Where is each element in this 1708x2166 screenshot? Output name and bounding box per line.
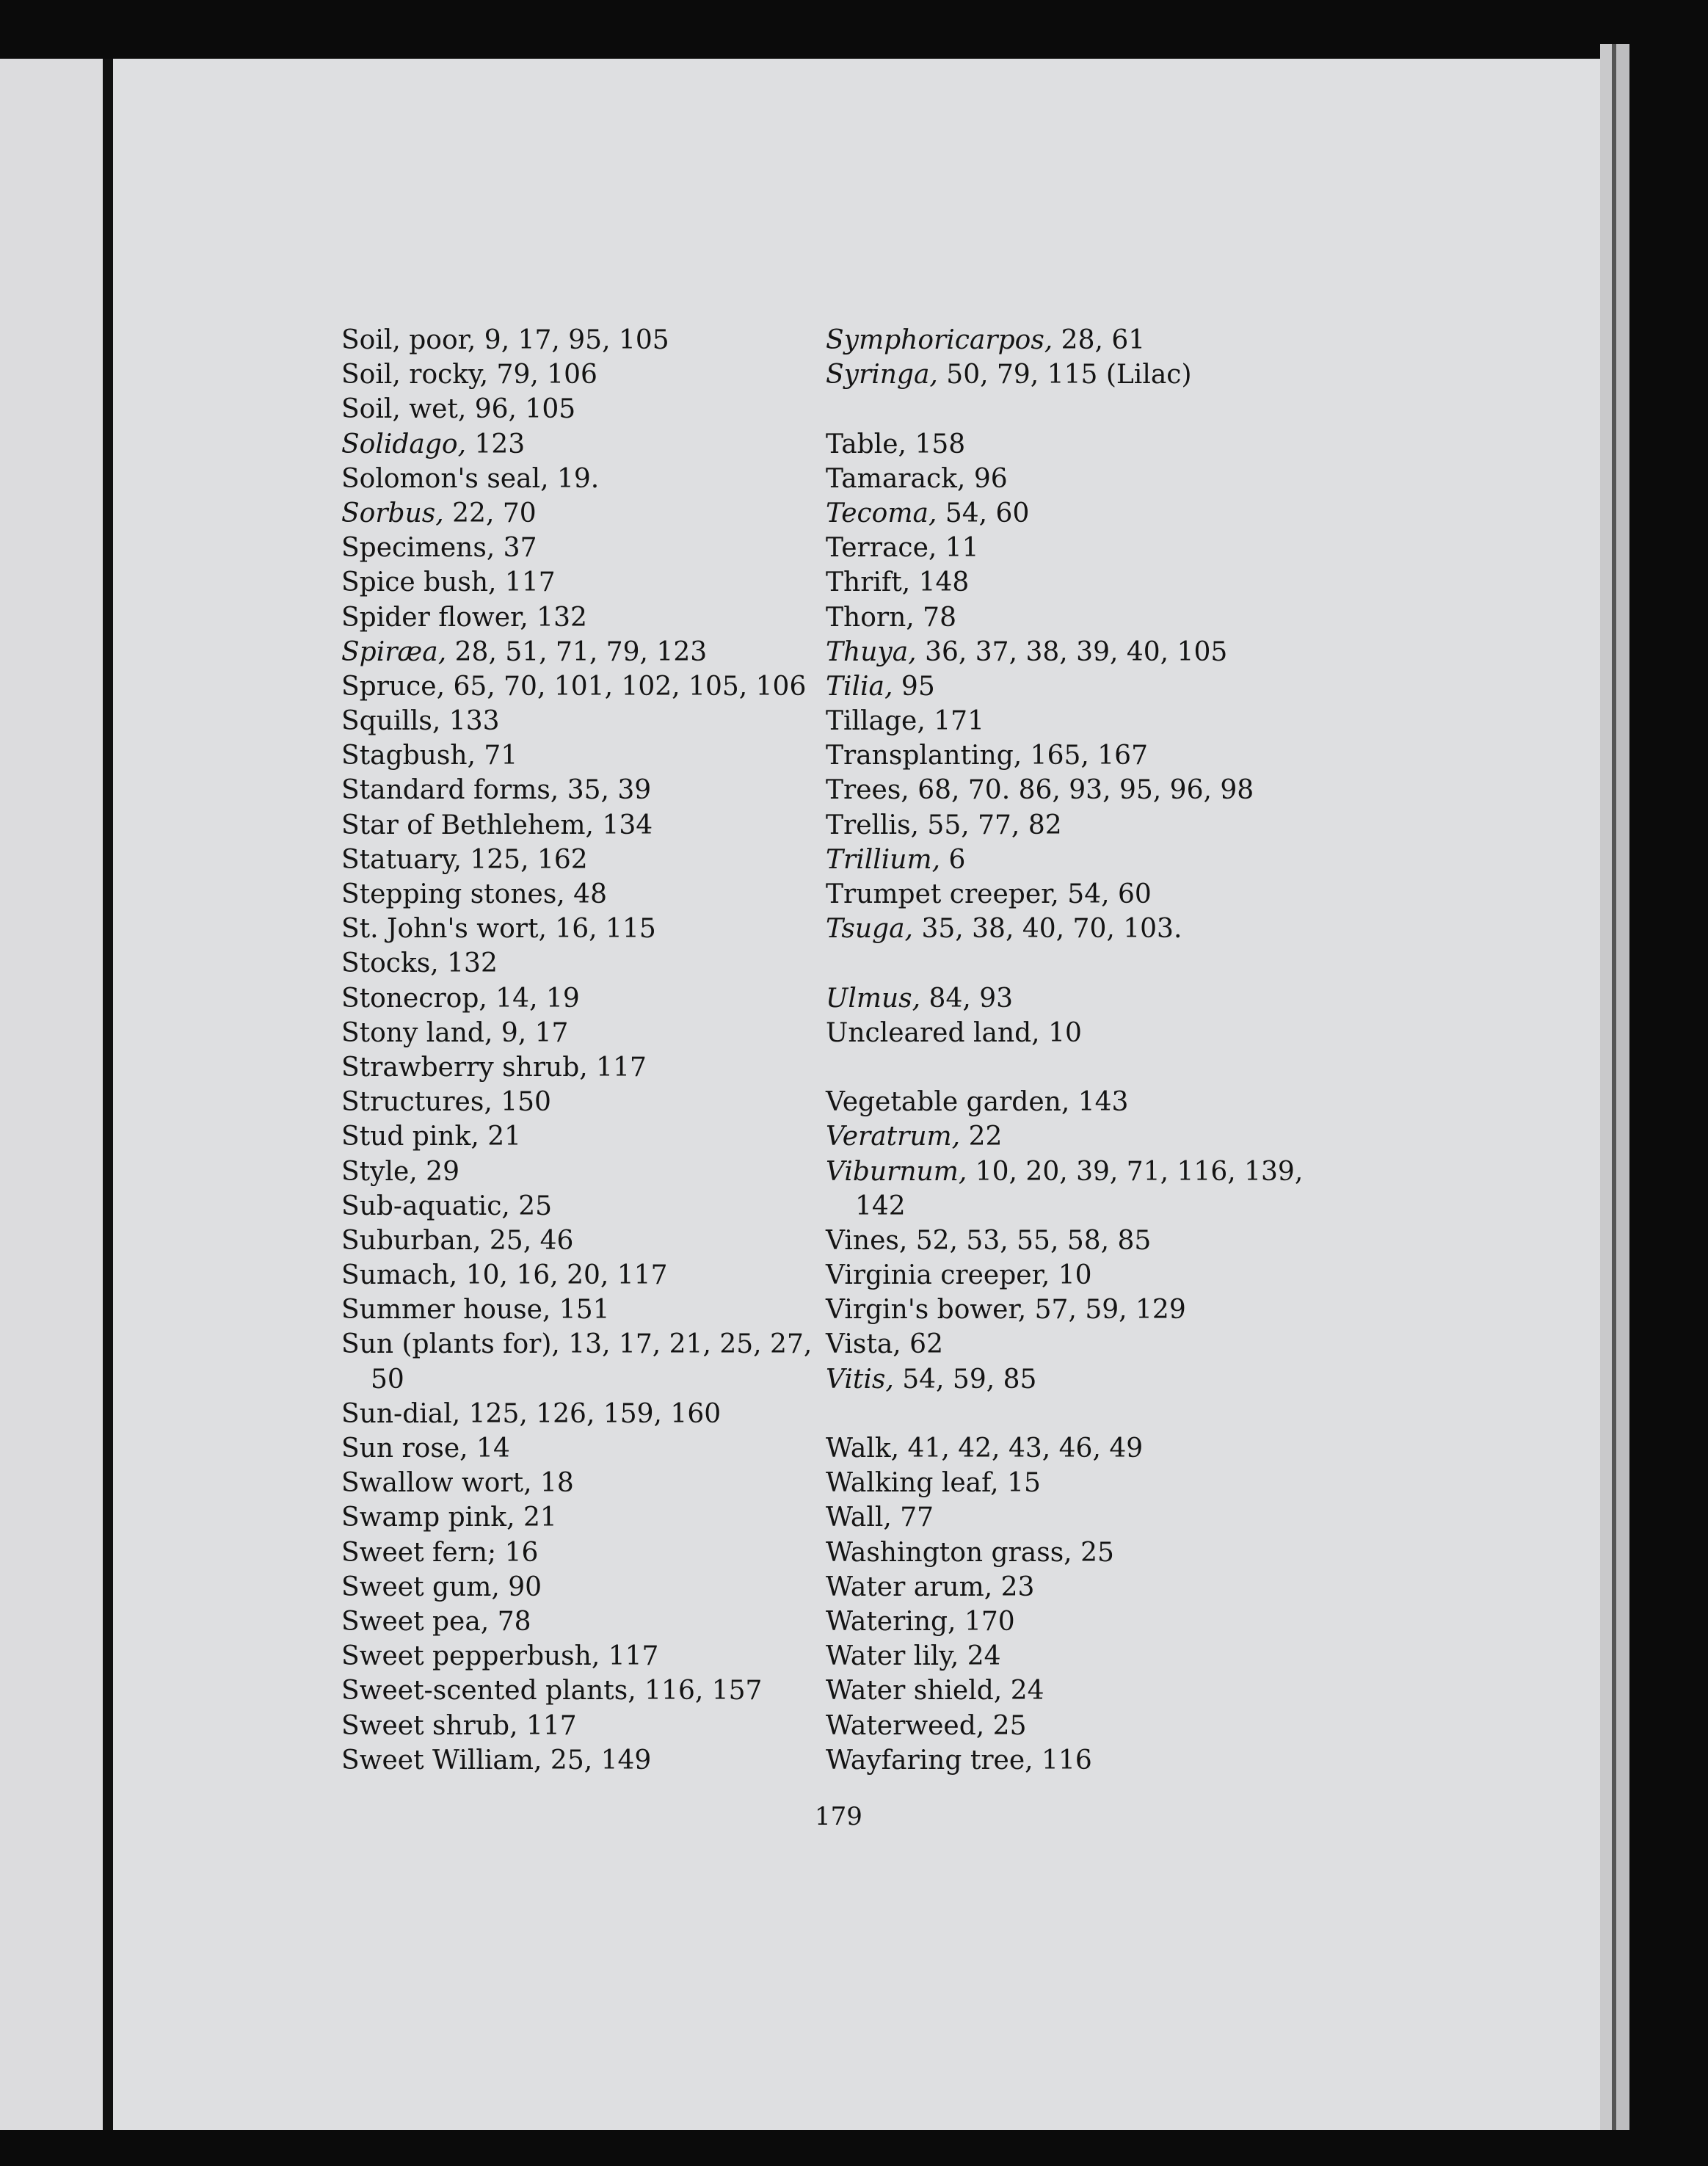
entry-term: Sweet-scented plants, [341,1676,636,1707]
index-entry [826,1673,1303,1708]
index-column-left [341,323,812,1778]
entry-pages: 54, 59, 85 [893,1364,1037,1395]
entry-pages: 78 [489,1606,531,1637]
entry-term: Washington grass, [826,1537,1072,1568]
index-letter-gap [826,1397,1303,1431]
index-entry [341,1466,812,1500]
index-entry [341,600,812,635]
entry-term: Uncleared land, [826,1017,1040,1048]
entry-pages: 35, 38, 40, 70, 103. [913,914,1182,945]
entry-pages: 117 [517,1710,577,1741]
index-entry [826,1639,1303,1673]
index-entry-continuation [826,1189,1303,1224]
entry-pages: 15 [998,1468,1041,1499]
index-entry [341,1258,812,1293]
index-entry [826,1431,1303,1466]
entry-pages: 148 [910,567,970,598]
entry-pages: 117 [600,1641,659,1672]
index-entry [826,877,1303,912]
entry-pages: 125, 126, 159, 160 [460,1398,722,1429]
entry-pages: 24 [1002,1676,1044,1707]
entry-pages: 29 [417,1156,459,1187]
entry-term: Water arum, [826,1571,993,1602]
entry-pages: 6 [940,844,966,875]
entry-pages: 9, 17 [493,1017,569,1048]
entry-pages: 54, 60 [1058,879,1152,909]
entry-pages: 25 [1072,1537,1114,1568]
index-entry [826,1362,1303,1397]
index-entry [826,1604,1303,1639]
index-entry [826,1155,1303,1189]
entry-term: Table, [826,429,906,459]
index-entry [826,1119,1303,1154]
entry-pages: 78 [914,602,956,633]
index-entry [341,1709,812,1743]
entry-pages: 95 [893,671,935,702]
index-entry [826,531,1303,565]
entry-term: Sweet pea, [341,1606,490,1637]
index-entry [826,1500,1303,1535]
entry-term: Summer house, [341,1295,551,1326]
entry-pages: 50 [371,1364,404,1395]
entry-pages: 133 [440,706,500,737]
index-column-right [826,323,1303,1778]
entry-pages: 62 [901,1329,943,1360]
entry-pages: 77 [891,1502,934,1533]
index-entry [826,600,1303,635]
index-entry [341,1604,812,1639]
entry-term: Standard forms, [341,775,559,806]
entry-term: Sun-dial, [341,1398,461,1429]
entry-term: Trees, [826,775,909,806]
entry-pages: 11 [937,533,979,564]
index-entry [826,1466,1303,1500]
index-entry [826,635,1303,669]
index-entry [341,635,812,669]
entry-pages: 10, 20, 39, 71, 116, 139, [967,1156,1304,1187]
entry-pages: 170 [956,1606,1015,1637]
entry-term: Watering, [826,1606,956,1637]
entry-term: Tsuga, [826,914,914,945]
entry-pages: 10 [1050,1260,1092,1291]
entry-pages: 25, 149 [542,1745,652,1776]
entry-pages: 52, 53, 55, 58, 85 [907,1225,1152,1256]
index-entry [341,738,812,773]
index-entry [826,1224,1303,1258]
entry-term: Sorbus, [341,498,444,528]
entry-term: Virginia creeper, [826,1260,1050,1291]
index-entry [341,1570,812,1604]
entry-term: Solomon's seal, [341,463,549,494]
index-entry [826,669,1303,704]
index-entry [826,1570,1303,1604]
entry-term: Ulmus, [826,983,921,1014]
facing-page-edge [0,59,110,2130]
index-entry [341,704,812,738]
entry-term: Sweet shrub, [341,1710,518,1741]
index-entry [341,565,812,600]
entry-term: Syringa, [826,360,938,390]
entry-pages: 28, 51, 71, 79, 123 [446,636,708,667]
entry-term: Tilia, [826,671,893,702]
entry-term: Sub-aquatic, [341,1191,510,1221]
index-entry [826,427,1303,462]
index-entry [341,1639,812,1673]
entry-term: Spice bush, [341,567,497,598]
entry-pages: 143 [1069,1087,1129,1118]
entry-pages: 14, 19 [487,983,580,1014]
book-binding [103,59,113,2130]
index-entry [826,1536,1303,1570]
entry-pages: 132 [438,948,498,979]
index-entry [341,1536,812,1570]
index-entry [341,1743,812,1778]
entry-term: Star of Bethlehem, [341,810,594,840]
entry-term: Stud pink, [341,1122,479,1152]
entry-pages: 96 [965,463,1008,494]
entry-pages: 41, 42, 43, 46, 49 [899,1433,1144,1464]
index-entry [826,565,1303,600]
entry-term: Sumach, [341,1260,458,1291]
entry-term: Wayfaring tree, [826,1745,1033,1776]
index-letter-gap [826,946,1303,981]
entry-term: Walking leaf, [826,1468,999,1499]
entry-pages: 65, 70, 101, 102, 105, 106 [445,671,807,702]
entry-pages: 22, 70 [443,498,537,528]
entry-term: Walk, [826,1433,900,1464]
entry-term: Spruce, [341,671,446,702]
index-letter-gap [826,392,1303,426]
entry-term: Soil, rocky, [341,360,489,390]
entry-pages: 165, 167 [1022,741,1148,771]
entry-term: Vista, [826,1329,901,1360]
index-entry [826,773,1303,807]
index-entry [826,1743,1303,1778]
entry-term: Trillium, [826,844,941,875]
entry-term: St. John's wort, [341,914,547,945]
entry-pages: 90 [499,1571,542,1602]
entry-pages: 21 [479,1122,522,1152]
entry-term: Structures, [341,1087,493,1118]
entry-term: Sweet fern; [341,1537,497,1568]
entry-term: Soil, poor, [341,325,476,355]
entry-pages: 125, 162 [461,844,588,875]
index-entry [826,357,1303,392]
entry-term: Spiræa, [341,636,447,667]
entry-pages: 22 [960,1122,1003,1152]
entry-term: Virgin's bower, [826,1295,1027,1326]
page-number: 179 [815,1802,862,1831]
index-entry [341,1673,812,1708]
entry-term: Spider flower, [341,602,528,633]
entry-term: Veratrum, [826,1122,961,1152]
entry-pages: 96, 105 [466,394,576,425]
entry-term: Trumpet creeper, [826,879,1059,909]
entry-term: Statuary, [341,844,462,875]
entry-term: Solidago, [341,429,467,459]
entry-pages: 37 [495,533,537,564]
index-entry [826,1258,1303,1293]
entry-term: Terrace, [826,533,937,564]
entry-pages: 79, 106 [488,360,597,390]
index-entry [826,981,1303,1016]
entry-pages: 24 [959,1641,1001,1672]
entry-pages: 16 [496,1537,539,1568]
page-edge [1600,44,1629,2130]
index-entry [341,1155,812,1189]
entry-term: Water shield, [826,1676,1003,1707]
entry-pages: 14 [468,1433,510,1464]
entry-pages: 28, 61 [1053,325,1146,355]
entry-term: Vegetable garden, [826,1087,1070,1118]
index-entry [341,427,812,462]
entry-pages: 48 [564,879,607,909]
entry-term: Style, [341,1156,418,1187]
index-entry [341,843,812,877]
entry-term: Sweet pepperbush, [341,1641,600,1672]
entry-term: Stony land, [341,1017,493,1048]
entry-term: Symphoricarpos, [826,325,1053,355]
entry-term: Stepping stones, [341,879,565,909]
entry-pages: 134 [594,810,653,840]
index-entry [341,1224,812,1258]
entry-pages: 84, 93 [920,983,1014,1014]
entry-term: Waterweed, [826,1710,985,1741]
entry-term: Stonecrop, [341,983,487,1014]
index-entry [341,912,812,946]
entry-pages: 151 [550,1295,610,1326]
entry-term: Sweet William, [341,1745,542,1776]
entry-pages: 10, 16, 20, 117 [457,1260,668,1291]
entry-term: Strawberry shrub, [341,1052,588,1083]
index-entry [826,462,1303,496]
entry-term: Swallow wort, [341,1468,532,1499]
index-entry [341,1500,812,1535]
entry-term: Trellis, [826,810,919,840]
index-entry [826,843,1303,877]
entry-term: Tillage, [826,706,926,737]
entry-pages: 158 [906,429,966,459]
index-entry [341,1050,812,1085]
entry-term: Specimens, [341,533,495,564]
index-entry [826,1709,1303,1743]
index-entry [341,669,812,704]
entry-term: Transplanting, [826,741,1022,771]
index-entry [826,323,1303,357]
entry-pages: 55, 77, 82 [918,810,1062,840]
index-entry [341,981,812,1016]
entry-term: Sun rose, [341,1433,468,1464]
index-entry [826,496,1303,531]
index-entry [341,496,812,531]
entry-term: Thuya, [826,636,917,667]
entry-pages: 21 [515,1502,557,1533]
entry-pages: 25, 46 [481,1225,574,1256]
index-entry-continuation [341,1362,812,1397]
entry-term: Tecoma, [826,498,937,528]
entry-term: Vines, [826,1225,908,1256]
index-entry [341,1293,812,1327]
index-entry [341,877,812,912]
entry-term: Tamarack, [826,463,966,494]
index-entry [341,1085,812,1119]
entry-pages: 116 [1033,1745,1092,1776]
index-entry [826,912,1303,946]
entry-term: Squills, [341,706,441,737]
index-entry [341,1119,812,1154]
entry-pages: 123 [466,429,526,459]
entry-pages: 68, 70. 86, 93, 95, 96, 98 [909,775,1254,806]
entry-pages: 10 [1039,1017,1082,1048]
entry-pages: 25 [984,1710,1027,1741]
entry-pages: 18 [531,1468,574,1499]
entry-term: Viburnum, [826,1156,967,1187]
index-entry [826,704,1303,738]
entry-term: Sweet gum, [341,1571,500,1602]
index-entry [341,392,812,426]
index-entry [341,808,812,843]
entry-term: Suburban, [341,1225,481,1256]
index-entry [341,1431,812,1466]
entry-pages: 57, 59, 129 [1026,1295,1186,1326]
entry-pages: 117 [496,567,556,598]
index-entry [341,1016,812,1050]
entry-pages: 50, 79, 115 (Lilac) [937,360,1192,390]
entry-pages: 13, 17, 21, 25, 27, [559,1329,813,1360]
entry-term: Water lily, [826,1641,959,1672]
entry-pages: 9, 17, 95, 105 [476,325,669,355]
entry-pages: 171 [925,706,984,737]
index-entry [826,1293,1303,1327]
entry-pages: 117 [587,1052,647,1083]
index-entry [341,323,812,357]
entry-pages: 142 [855,1191,906,1221]
index-entry [341,773,812,807]
index-entry [341,1327,812,1362]
entry-pages: 23 [992,1571,1035,1602]
index-entry [341,357,812,392]
index-entry [826,738,1303,773]
entry-term: Thrift, [826,567,911,598]
index-entry [341,531,812,565]
entry-term: Wall, [826,1502,892,1533]
entry-pages: 132 [528,602,587,633]
index-entry [341,1397,812,1431]
index-entry [826,1085,1303,1119]
entry-term: Stocks, [341,948,439,979]
entry-pages: 36, 37, 38, 39, 40, 105 [916,636,1228,667]
index-letter-gap [826,1050,1303,1085]
entry-term: Swamp pink, [341,1502,515,1533]
entry-pages: 116, 157 [636,1676,763,1707]
entry-term: Sun (plants for), [341,1329,560,1360]
entry-pages: 71 [475,741,518,771]
index-entry [341,1189,812,1224]
entry-term: Thorn, [826,602,915,633]
index-entry [341,946,812,981]
index-entry [826,1327,1303,1362]
index-entry [826,808,1303,843]
entry-term: Soil, wet, [341,394,467,425]
index-entry [341,462,812,496]
entry-term: Stagbush, [341,741,476,771]
entry-term: Vitis, [826,1364,894,1395]
entry-pages: 54, 60 [937,498,1030,528]
entry-pages: 35, 39 [559,775,652,806]
entry-pages: 19. [548,463,600,494]
entry-pages: 25 [509,1191,553,1221]
entry-pages: 16, 115 [546,914,656,945]
entry-pages: 150 [492,1087,551,1118]
index-entry [826,1016,1303,1050]
